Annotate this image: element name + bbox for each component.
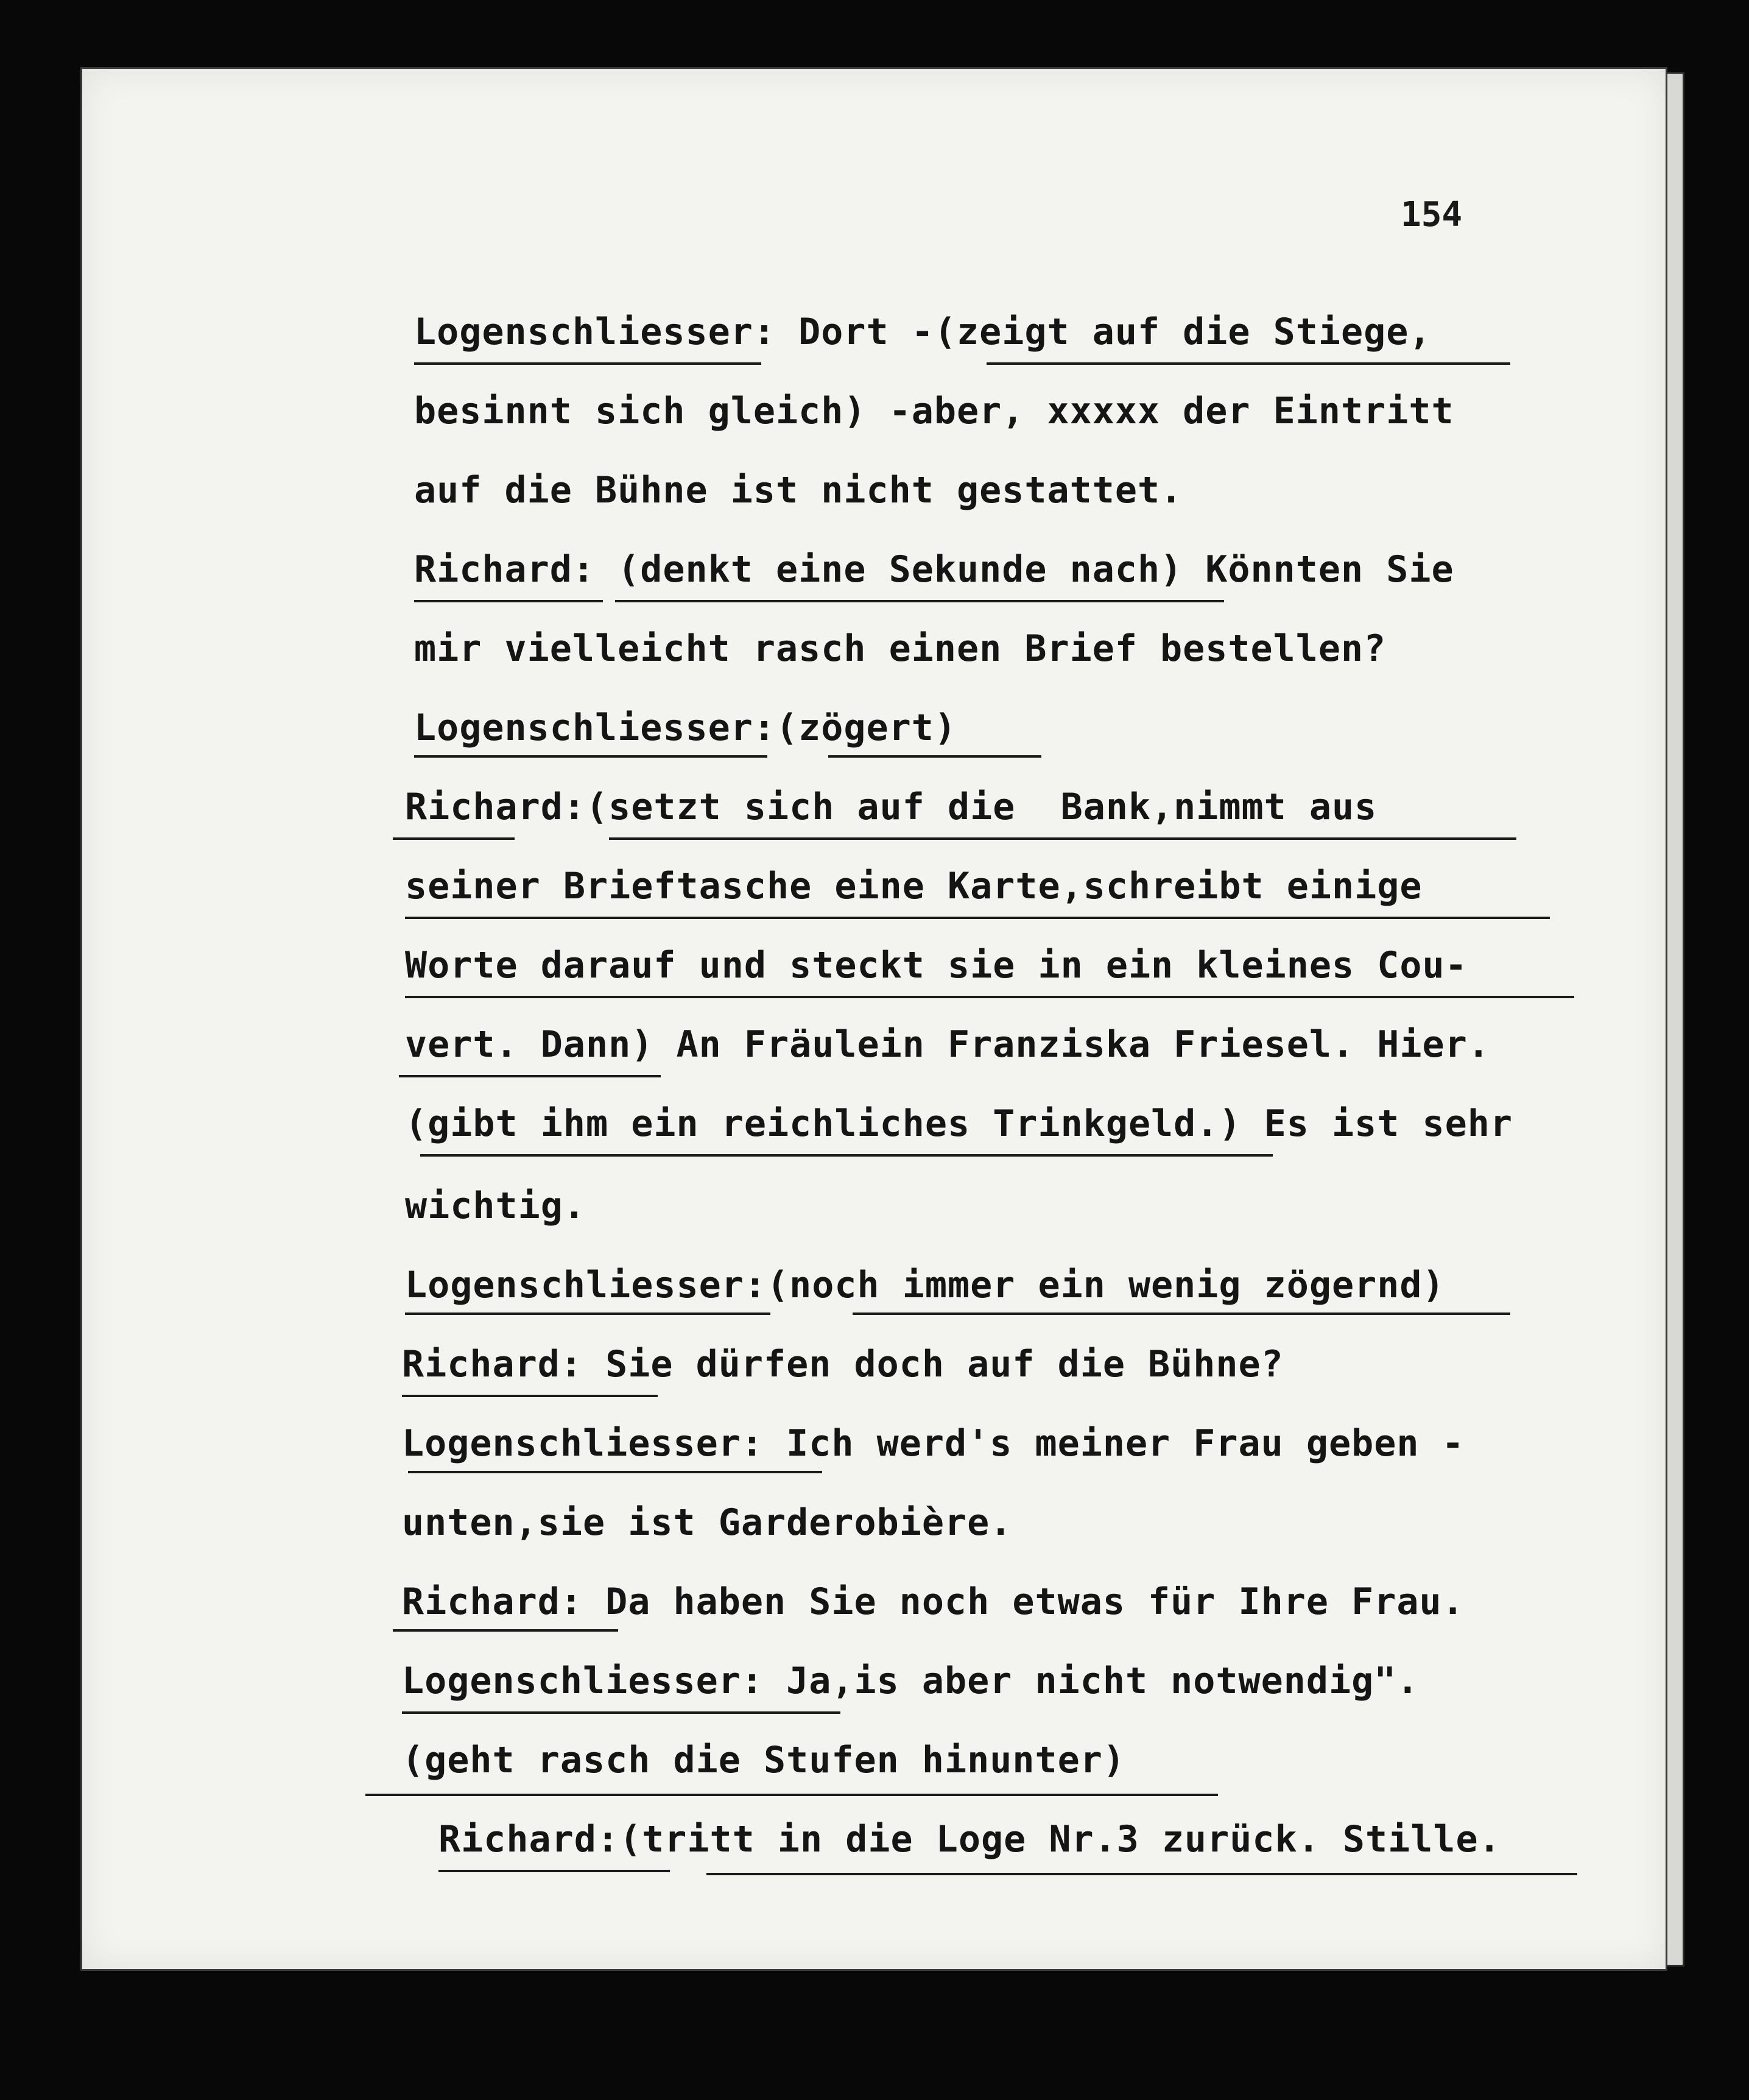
handwritten-underline [365, 1794, 1218, 1796]
handwritten-underline [393, 1629, 618, 1632]
script-line: Logenschliesser: Ja,is aber nicht notwendig". [402, 1660, 1420, 1702]
handwritten-underline [828, 755, 1041, 758]
handwritten-underline [987, 362, 1510, 365]
script-line: Logenschliesser: Dort -(zeigt auf die Stiege, [414, 311, 1432, 353]
script-line: Richard: (denkt eine Sekunde nach) Könnten Sie [414, 548, 1454, 591]
script-line: Richard:(setzt sich auf die Bank,nimmt aus [405, 786, 1378, 828]
script-line: unten,sie ist Garderobière. [402, 1501, 1013, 1544]
handwritten-underline [393, 837, 515, 840]
script-line: Logenschliesser:(noch immer ein wenig zögernd) [405, 1264, 1445, 1306]
script-line: (gibt ihm ein reichliches Trinkgeld.) Es ist sehr [405, 1102, 1513, 1145]
script-line: Logenschliesser:(zögert) [414, 706, 957, 749]
script-line: wichtig. [405, 1185, 586, 1227]
handwritten-underline [405, 996, 1574, 998]
script-line: Richard: Sie dürfen doch auf die Bühne? [402, 1343, 1284, 1386]
script-line: (geht rasch die Stufen hinunter) [402, 1739, 1125, 1781]
script-line: mir vielleicht rasch einen Brief bestellen? [414, 627, 1387, 670]
handwritten-underline [414, 600, 603, 602]
script-line: seiner Brieftasche eine Karte,schreibt einige [405, 865, 1423, 907]
handwritten-underline [853, 1312, 1510, 1315]
script-line: Richard:(tritt in die Loge Nr.3 zurück. Stille. [438, 1818, 1501, 1861]
script-line: Logenschliesser: Ich werd's meiner Frau geben - [402, 1422, 1465, 1465]
handwritten-underline [615, 600, 1224, 602]
script-line: besinnt sich gleich) -aber, xxxxx der Eintritt [414, 390, 1454, 432]
handwritten-underline [405, 1312, 770, 1315]
handwritten-underline [405, 917, 1550, 919]
script-line: Worte darauf und steckt sie in ein kleines Cou- [405, 944, 1468, 987]
handwritten-underline [414, 755, 767, 758]
handwritten-underline [706, 1873, 1577, 1875]
script-line: auf die Bühne ist nicht gestattet. [414, 469, 1183, 512]
handwritten-underline [420, 1154, 1273, 1157]
handwritten-underline [402, 1711, 840, 1714]
handwritten-underline [399, 1075, 661, 1077]
script-line: vert. Dann) An Fräulein Franziska Friesel. Hier. [405, 1023, 1490, 1066]
page-number: 154 [1401, 195, 1463, 234]
handwritten-underline [414, 362, 761, 365]
handwritten-underline [408, 1471, 822, 1473]
handwritten-underline [438, 1870, 670, 1872]
handwritten-underline [609, 837, 1516, 840]
handwritten-underline [402, 1395, 658, 1397]
script-line: Richard: Da haben Sie noch etwas für Ihre Frau. [402, 1580, 1465, 1623]
